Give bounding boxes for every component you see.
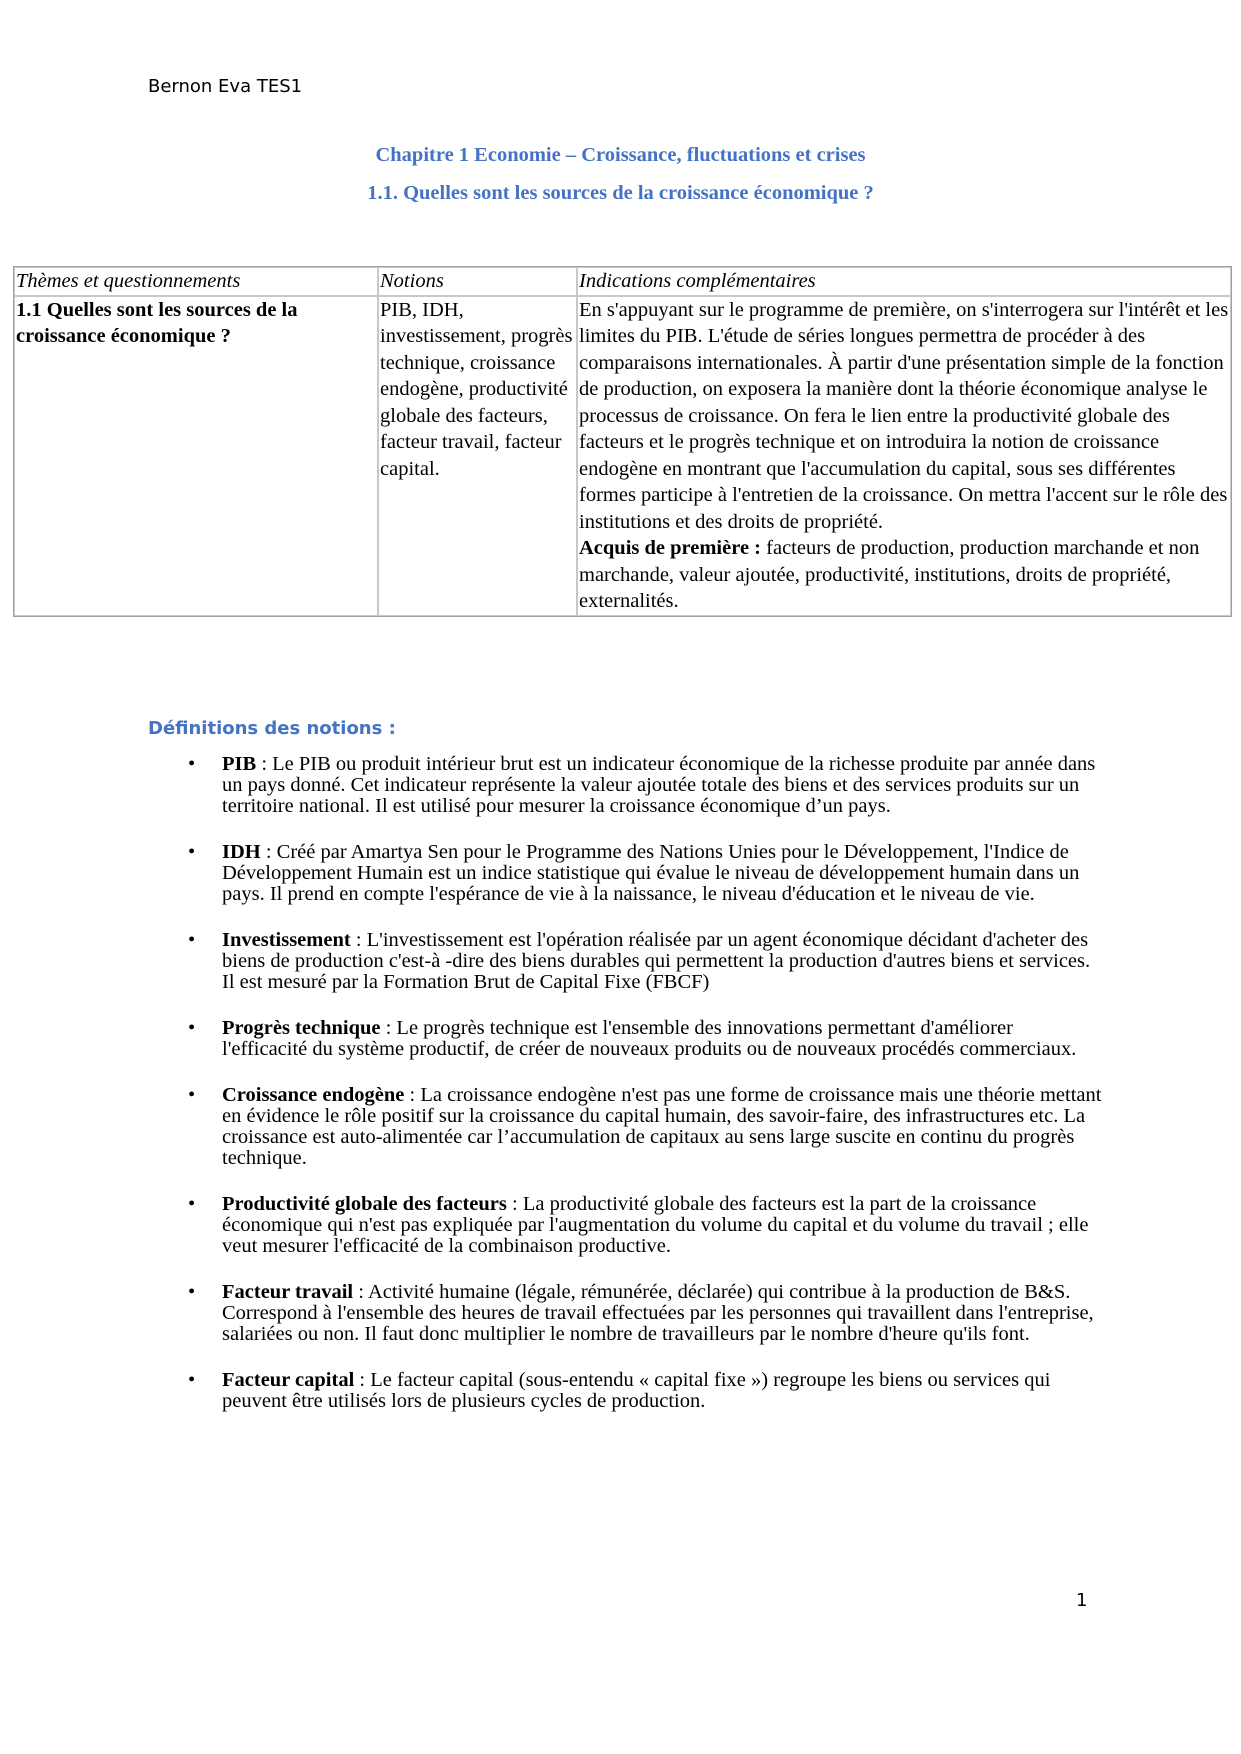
bullet-icon: • <box>188 1369 196 1391</box>
definition-idh <box>188 841 1102 905</box>
definition-term: Facteur capital <box>222 1369 355 1391</box>
chapter-title: Chapitre 1 Economie – Croissance, fluctuations et crises <box>375 144 866 166</box>
table-header-row <box>14 267 1231 296</box>
bullet-icon: • <box>188 1193 196 1215</box>
program-table <box>13 266 1232 617</box>
bullet-icon: • <box>188 1084 196 1106</box>
acquis-text: facteurs de production, production marchande et non marchande, valeur ajoutée, productivité, institutions, droits de propriété, externalités. <box>579 537 1200 612</box>
definitions-title: Définitions des notions : <box>148 718 396 739</box>
definition-term: PIB <box>222 753 257 775</box>
definition-term: IDH <box>222 841 261 863</box>
definition-investissement <box>188 929 1102 993</box>
author-header: Bernon Eva TES1 <box>148 76 303 97</box>
indications-text: En s'appuyant sur le programme de première, on s'interrogera sur l'intérêt et les limites du PIB. L'étude de séries longues permettra de procéder à des comparaisons internationales. À partir d'une présentation simple de la fonction de production, on exposera la manière dont la théorie économique analyse le processus de croissance. On fera le lien entre la productivité globale des facteurs et le progrès technique et on introduira la notion de croissance endogène en montrant que l'accumulation du capital, sous ses différentes formes participe à l'entretien de la croissance. On mettra l'accent sur le rôle des institutions et des droits de propriété. <box>579 298 1229 533</box>
definition-facteur-capital <box>188 1369 1102 1412</box>
cell-notions: PIB, IDH, investissement, progrès technique, croissance endogène, productivité globale des facteurs, facteur travail, facteur capital. <box>378 296 577 616</box>
definition-facteur-travail <box>188 1281 1102 1345</box>
definition-text: : Activité humaine (légale, rémunérée, déclarée) qui contribue à la production de B&S. Correspond à l'ensemble des heures de travail effectuées par les personnes qui travaillent dans l'entreprise, salariées ou non. Il faut donc multiplier le nombre de travailleurs par le nombre d'heure qu'ils font. <box>222 1281 1094 1345</box>
bullet-icon: • <box>188 1017 196 1039</box>
header-themes: Thèmes et questionnements <box>14 267 378 296</box>
table-row <box>14 296 1231 616</box>
definition-text: : L'investissement est l'opération réalisée par un agent économique décidant d'acheter des biens de production c'est-à -dire des biens durables qui permettent la production d'autres biens et services. Il est mesuré par la Formation Brut de Capital Fixe (FBCF) <box>222 929 1091 993</box>
definition-text: : La productivité globale des facteurs est la part de la croissance économique qui n'est pas expliquée par l'augmentation du volume du capital et du volume du travail ; elle veut mesurer l'efficacité de la combinaison productive. <box>222 1193 1089 1257</box>
definition-term: Progrès technique <box>222 1017 381 1039</box>
bullet-icon: • <box>188 841 196 863</box>
definition-term: Productivité globale des facteurs <box>222 1193 507 1215</box>
bullet-icon: • <box>188 929 196 951</box>
section-title: 1.1. Quelles sont les sources de la croissance économique ? <box>367 182 874 204</box>
bullet-icon: • <box>188 753 196 775</box>
definition-term: Croissance endogène <box>222 1084 405 1106</box>
page-number: 1 <box>1076 1590 1088 1611</box>
definition-term: Investissement <box>222 929 351 951</box>
definition-progres-technique <box>188 1017 1102 1060</box>
definition-text: : Créé par Amartya Sen pour le Programme des Nations Unies pour le Développement, l'Indice de Développement Humain est un indice statistique qui évalue le niveau de développement humain dans un pays. Il prend en compte l'espérance de vie à la naissance, le niveau d'éducation et le niveau de vie. <box>222 841 1080 905</box>
definitions-list <box>188 753 1102 1437</box>
bullet-icon: • <box>188 1281 196 1303</box>
header-indications: Indications complémentaires <box>577 267 1231 296</box>
definition-pib <box>188 753 1102 817</box>
acquis-label: Acquis de première : <box>579 537 762 559</box>
cell-theme: 1.1 Quelles sont les sources de la croissance économique ? <box>14 296 378 616</box>
definition-productivite-globale <box>188 1193 1102 1257</box>
definition-text: : Le facteur capital (sous-entendu « capital fixe ») regroupe les biens ou services qui peuvent être utilisés lors de plusieurs cycles de production. <box>222 1369 1051 1412</box>
definition-text: : Le progrès technique est l'ensemble des innovations permettant d'améliorer l'efficacité du système productif, de créer de nouveaux produits ou de nouveaux procédés commerciaux. <box>222 1017 1077 1060</box>
cell-indications <box>577 296 1231 616</box>
definition-term: Facteur travail <box>222 1281 354 1303</box>
definition-text: : La croissance endogène n'est pas une forme de croissance mais une théorie mettant en évidence le rôle positif sur la croissance du capital humain, des savoir-faire, des infrastructures etc. La croissance est auto-alimentée car l’accumulation de capitaux au sens large suscite en continu du progrès technique. <box>222 1084 1102 1169</box>
definition-text: : Le PIB ou produit intérieur brut est un indicateur économique de la richesse produite par année dans un pays donné. Cet indicateur représente la valeur ajoutée totale des biens et des services produits sur un territoire national. Il est utilisé pour mesurer la croissance économique d’un pays. <box>222 753 1096 817</box>
definition-croissance-endogene <box>188 1084 1102 1169</box>
header-notions: Notions <box>378 267 577 296</box>
